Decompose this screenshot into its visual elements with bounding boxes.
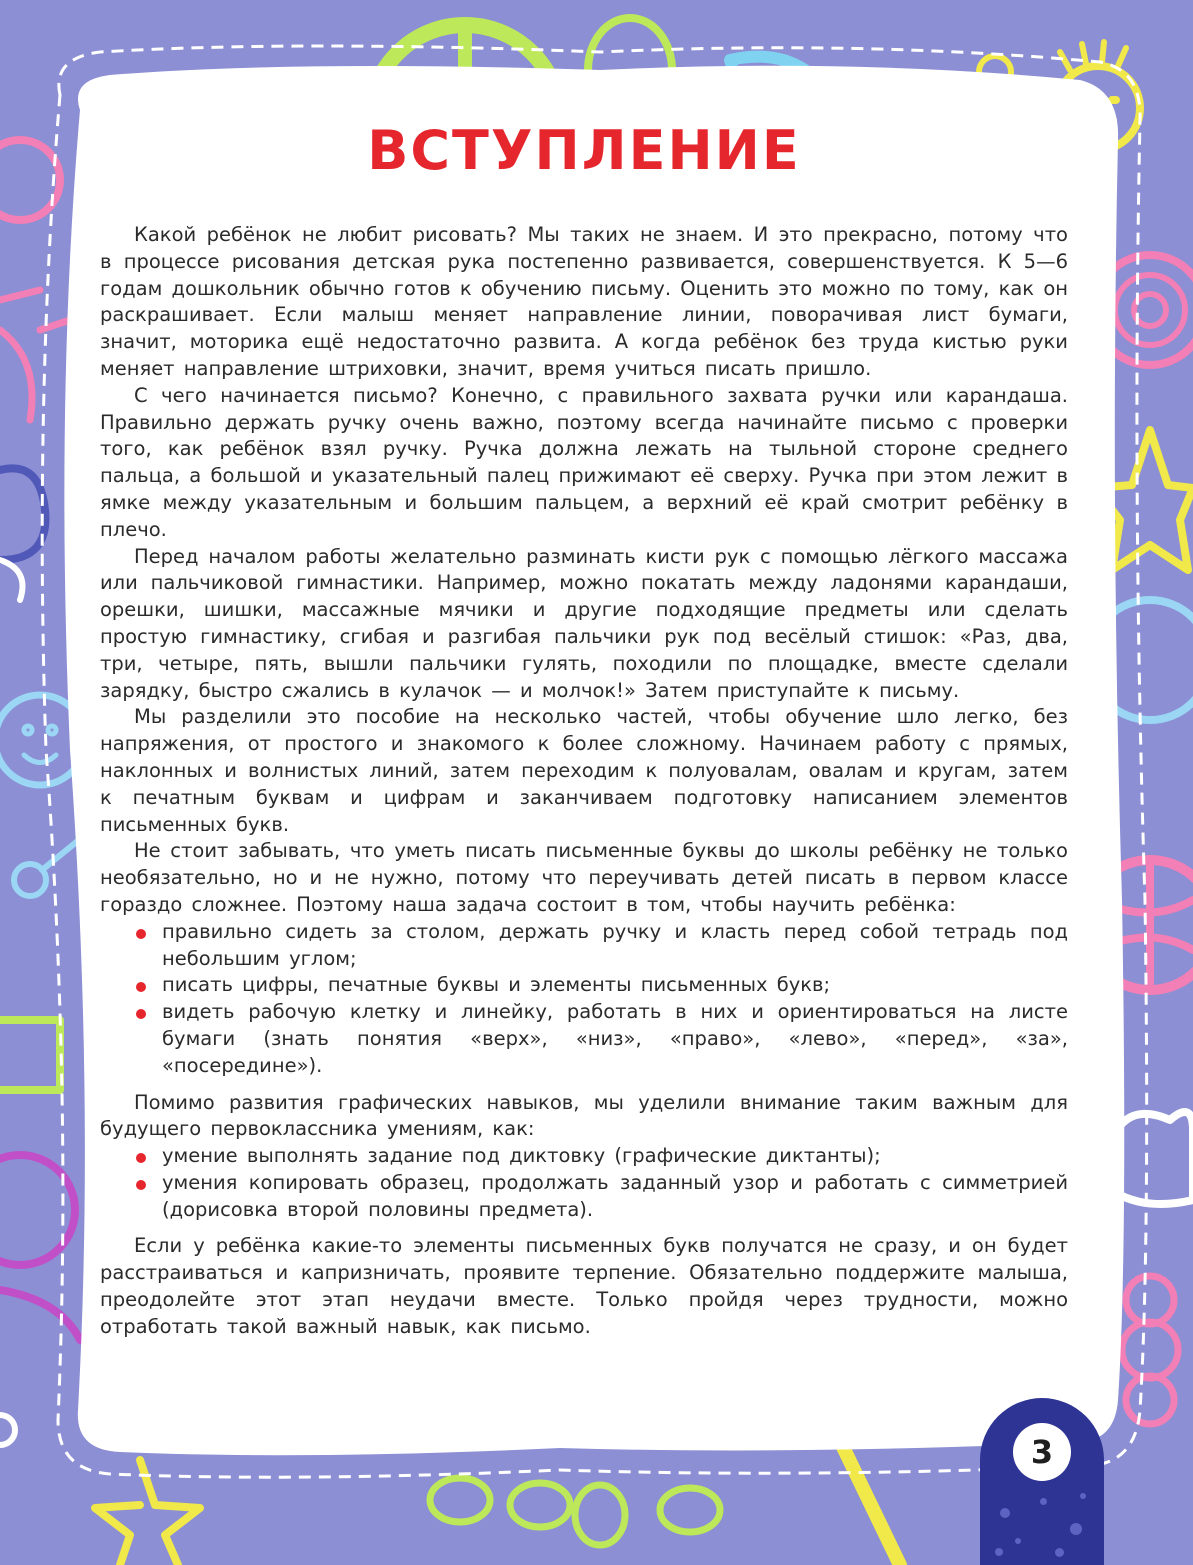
list-item: правильно сидеть за столом, держать ручку и класть перед собой тетрадь под небольшим углом; <box>162 919 1068 973</box>
skills-list <box>100 919 1068 1080</box>
paragraph-1: Какой ребёнок не любит рисовать? Мы таких не знаем. И это прекрасно, потому что в процессе рисования детская рука постепенно развивается, совершенствуется. К 5—6 годам дошкольник обычно готов к обучению письму. Оценить это можно по тому, как он раскрашивает. Если малыш меняет направление линии, поворачивая лист бумаги, значит, моторика ещё недостаточно развита. А когда ребёнок без труда кистью руки меняет направление штриховки, значит, время учиться писать пришло. <box>100 223 1068 380</box>
paragraph-5: Не стоит забывать, что уметь писать письменные буквы до школы ребёнку не только необязательно, но и не нужно, потому что переучивать детей писать в первом классе гораздо сложнее. Поэтому наша задача состоит в том, чтобы научить ребёнка: <box>100 839 1068 916</box>
paragraph-4: Мы разделили это пособие на несколько частей, чтобы обучение шло легко, без напряжения, от простого и знакомого к более сложному. Начинаем работу с прямых, наклонных и волнистых линий, затем переходим к полуовалам, овалам и кругам, затем к печатным буквам и цифрам и заканчиваем подготовку написанием элементов письменных букв. <box>100 705 1068 836</box>
list-item: умение выполнять задание под диктовку (графические диктанты); <box>162 1143 1068 1170</box>
page-title: ВСТУПЛЕНИЕ <box>367 119 801 182</box>
paragraph-3: Перед началом работы желательно разминать кисти рук с помощью лёгкого массажа или пальчиковой гимнастики. Например, можно покатать между ладонями карандаши, орешки, шишки, массажные мячики и другие подходящие предметы или сделать простую гимнастику, сгибая и разгибая пальчики рук под весёлый стишок: «Раз, два, три, четыре, пять, вышли пальчики гулять, походили по площадке, вместе сделали зарядку, быстро сжались в кулачок — и молчок!» Затем приступайте к письму. <box>100 544 1068 702</box>
list-item: видеть рабочую клетку и линейку, работать в них и ориентироваться на листе бумаги (знать понятия «верх», «низ», «право», «лево», «перед», «за», «посередине»). <box>162 999 1068 1079</box>
list-item: умения копировать образец, продолжать заданный узор и работать с симметрией (дорисовка второй половины предмета). <box>162 1170 1068 1224</box>
paragraph-2: С чего начинается письмо? Конечно, с правильного захвата ручки или карандаша. Правильно держать ручку очень важно, поэтому всегда начинайте письмо с проверки того, как ребёнок взял ручку. Ручка должна лежать на тыльной стороне среднего пальца, а большой и указательный палец прижимают её сверху. Ручка при этом лежит в ямке между указательным и большим пальцем, а верхний её край смотрит ребёнку в плечо. <box>100 383 1068 541</box>
paragraph-7: Если у ребёнка какие-то элементы письменных букв получатся не сразу, и он будет расстраиваться и капризничать, проявите терпение. Обязательно поддержите малыша, преодолейте этот этап неудачи вместе. Только пройдя через трудности, можно отработать такой важный навык, как письмо. <box>100 1234 1068 1338</box>
page-number: 3 <box>1030 1433 1054 1471</box>
abilities-list <box>100 1143 1068 1223</box>
page-number-circle <box>1013 1423 1071 1481</box>
intro-content <box>100 118 1068 1341</box>
list-item: писать цифры, печатные буквы и элементы письменных букв; <box>162 972 1068 999</box>
paragraph-6: Помимо развития графических навыков, мы уделили внимание таким важным для будущего первоклассника умениям, как: <box>100 1090 1068 1141</box>
page-number-badge <box>980 1398 1104 1565</box>
